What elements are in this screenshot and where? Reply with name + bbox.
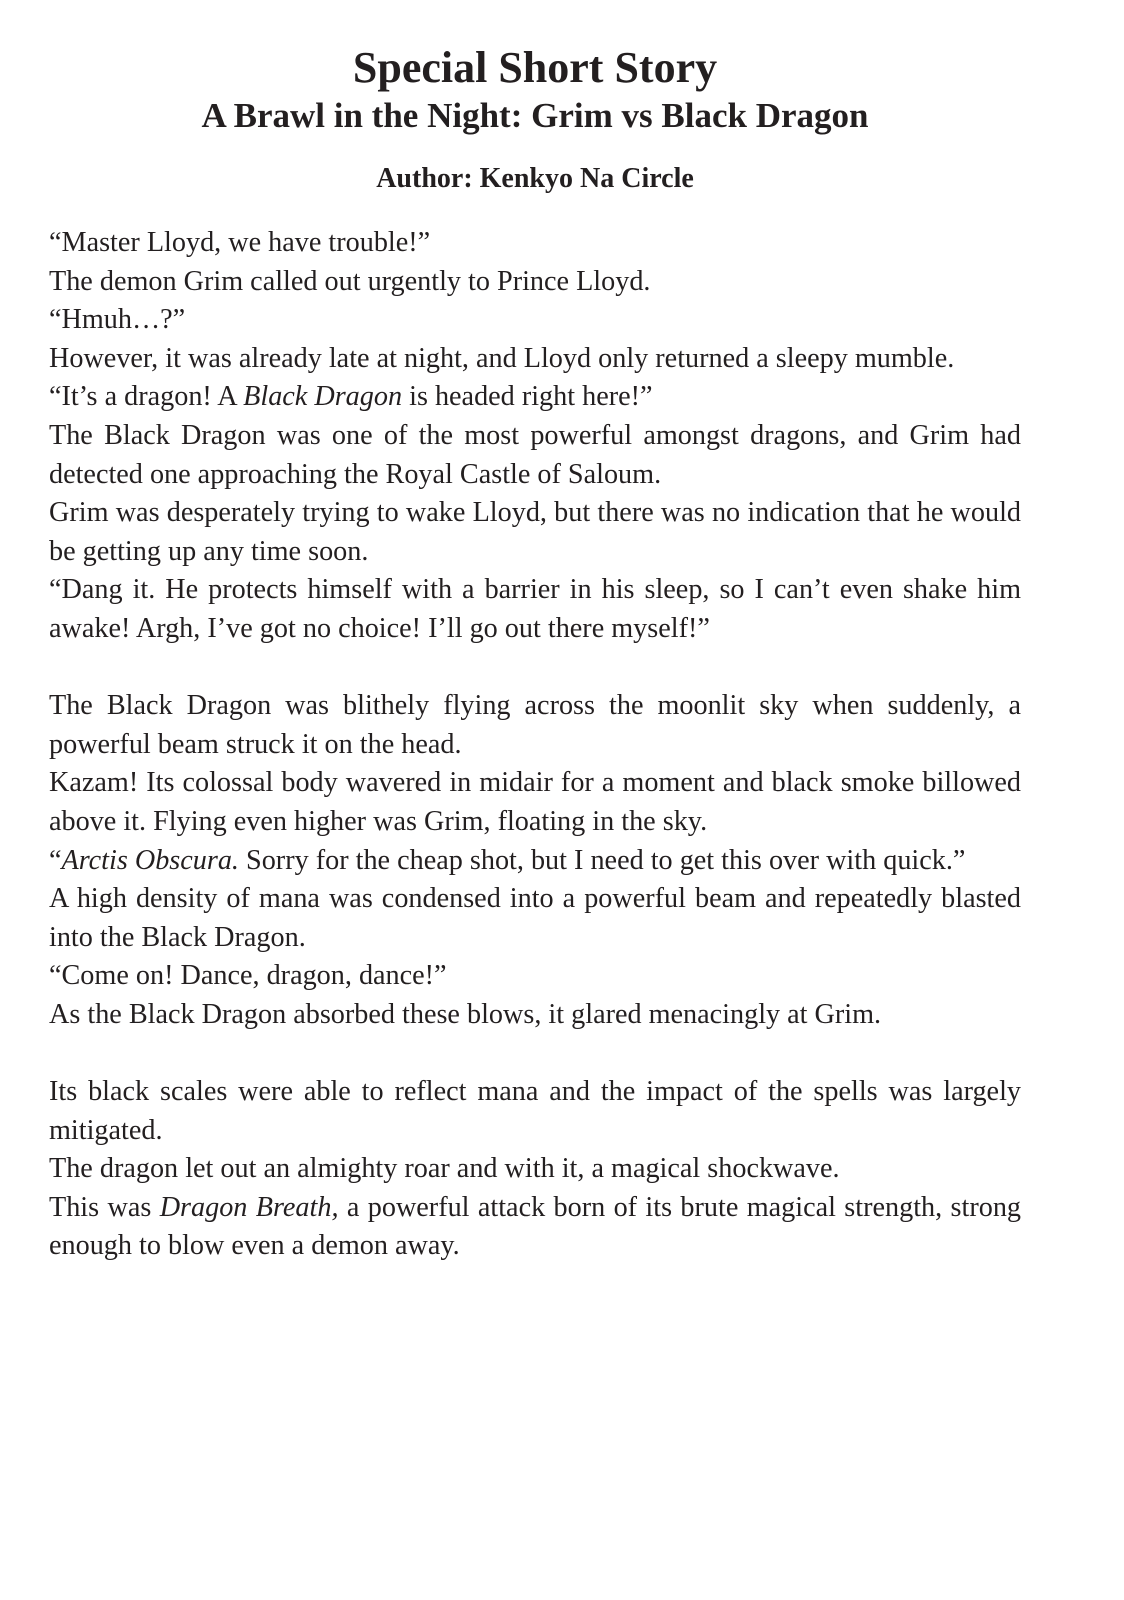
paragraph-break (49, 649, 1021, 688)
paragraph: However, it was already late at night, and Lloyd only returned a sleepy mumble. (49, 342, 955, 374)
emphasis-text: Dragon Breath, (159, 1191, 339, 1223)
paragraph: “Hmuh…?” (49, 304, 186, 336)
emphasis-text: Black Dragon (243, 381, 403, 413)
paragraph-text: a powerful attack born of its brute magical strength, strong enough to blow even a demon away. (49, 1191, 1022, 1262)
paragraph: Its black scales were able to reflect mana and the impact of the spells was largely mitigated. (49, 1076, 1021, 1146)
paragraph: The Black Dragon was one of the most powerful amongst dragons, and Grim had detected one approaching the Royal Castle of Saloum. (49, 419, 1021, 490)
paragraph: Grim was desperately trying to wake Lloyd, but there was no indication that he would be getting up any time soon. (49, 497, 1021, 567)
paragraph-text: is headed right here!” (402, 381, 653, 413)
paragraph (49, 842, 1021, 881)
paragraph-text: “ (49, 844, 62, 876)
paragraph: “Master Lloyd, we have trouble!” (49, 227, 431, 258)
paragraph-break (49, 1034, 1021, 1073)
story-body (49, 224, 1021, 1266)
paragraph-text: This was (49, 1191, 160, 1223)
paragraph-text: Sorry for the cheap shot, but I need to get this over with quick.” (238, 844, 966, 876)
paragraph (49, 1189, 1021, 1266)
document-page (49, 0, 1021, 1600)
paragraph: A high density of mana was condensed into a powerful beam and repeatedly blasted into the Black Dragon. (49, 883, 1021, 953)
paragraph (49, 378, 1021, 417)
emphasis-text: Arctis Obscura. (61, 844, 239, 876)
paragraph: The Black Dragon was blithely flying across the moonlit sky when suddenly, a powerful beam struck it on the head. (49, 690, 1021, 760)
story-title: Special Short Story (352, 43, 718, 92)
paragraph: The dragon let out an almighty roar and with it, a magical shockwave. (49, 1153, 840, 1185)
paragraph: “Dang it. He protects himself with a barrier in his sleep, so I can’t even shake him awake! Argh, I’ve got no choice! I’ll go out there myself!” (49, 574, 1021, 644)
paragraph: The demon Grim called out urgently to Prince Lloyd. (49, 265, 651, 297)
paragraph: As the Black Dragon absorbed these blows, it glared menacingly at Grim. (49, 998, 882, 1030)
paragraph: “Come on! Dance, dragon, dance!” (49, 960, 447, 992)
story-subtitle: A Brawl in the Night: Grim vs Black Dragon (201, 96, 869, 135)
paragraph: Kazam! Its colossal body wavered in midair for a moment and black smoke billowed above it. Flying even higher was Grim, floating in the sky. (49, 767, 1021, 837)
story-author: Author: Kenkyo Na Circle (376, 163, 694, 194)
paragraph-text: “It’s a dragon! A (49, 381, 244, 413)
